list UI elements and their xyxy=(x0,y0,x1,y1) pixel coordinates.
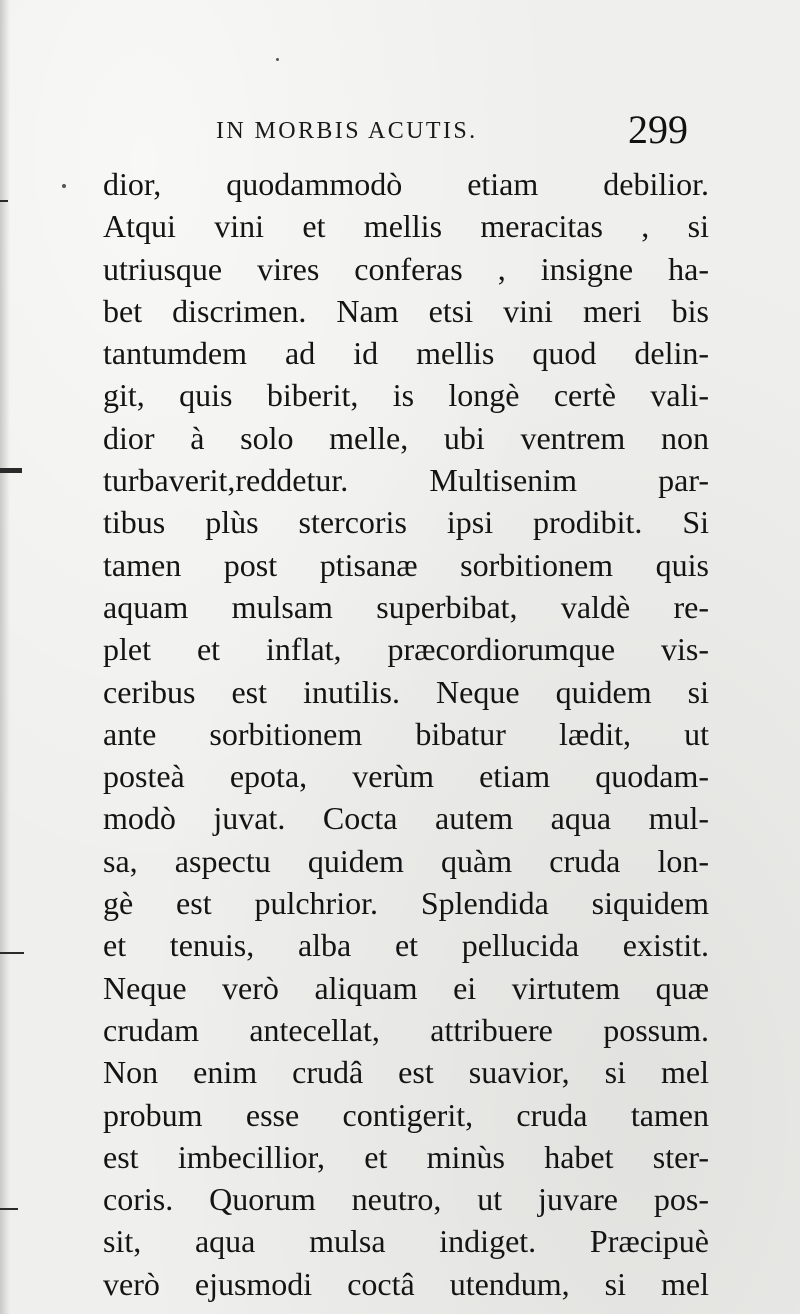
text-line: tantumdem ad id mellis quod delin- xyxy=(103,335,709,372)
text-line: gè est pulchrior. Splendida siquidem xyxy=(103,885,709,922)
text-line: verò ejusmodi coctâ utendum, si mel xyxy=(103,1265,709,1302)
text-line: posteà epota, verùm etiam quodam- xyxy=(103,758,709,795)
margin-speck xyxy=(62,184,66,188)
text-line: plet et inflat, præcordiorumque vis- xyxy=(103,631,709,668)
text-line: crudam antecellat, attribuere possum. xyxy=(103,1011,709,1048)
text-line: modò juvat. Cocta autem aqua mul- xyxy=(103,800,709,837)
text-line: ceribus est inutilis. Neque quidem si xyxy=(103,673,709,710)
margin-mark xyxy=(0,1208,18,1210)
margin-mark xyxy=(0,200,8,202)
text-line: aquam mulsam superbibat, valdè re- xyxy=(103,588,709,625)
text-line: Atqui vini et mellis meracitas , si xyxy=(103,208,709,245)
text-line: sit, aqua mulsa indiget. Præcipuè xyxy=(103,1223,709,1260)
body-text xyxy=(103,163,709,1305)
page-edge-shadow xyxy=(0,0,10,1314)
page-number: 299 xyxy=(628,107,688,152)
margin-mark xyxy=(0,468,22,473)
page-header xyxy=(216,107,716,162)
text-line: est imbecillior, et minùs habet ster- xyxy=(103,1138,709,1175)
running-head: IN MORBIS ACUTIS. xyxy=(216,118,478,144)
margin-speck xyxy=(276,58,279,61)
text-line: tibus plùs stercoris ipsi prodibit. Si xyxy=(103,504,709,541)
text-line: tamen post ptisanæ sorbitionem quis xyxy=(103,546,709,583)
text-line: ante sorbitionem bibatur lædit, ut xyxy=(103,715,709,752)
margin-mark xyxy=(0,952,24,954)
text-line: turbaverit,reddetur. Multisenim par- xyxy=(103,462,709,499)
text-line: dior à solo melle, ubi ventrem non xyxy=(103,419,709,456)
text-line: bet discrimen. Nam etsi vini meri bis xyxy=(103,292,709,329)
text-line: probum esse contigerit, cruda tamen xyxy=(103,1096,709,1133)
text-line: et tenuis, alba et pellucida existit. xyxy=(103,927,709,964)
text-line: sa, aspectu quidem quàm cruda lon- xyxy=(103,842,709,879)
text-line: Neque verò aliquam ei virtutem quæ xyxy=(103,969,709,1006)
text-line: dior, quodammodò etiam debilior. xyxy=(103,166,709,202)
text-line: utriusque vires conferas , insigne ha- xyxy=(103,250,709,287)
text-line: git, quis biberit, is longè certè vali- xyxy=(103,377,709,414)
text-line: Non enim crudâ est suavior, si mel xyxy=(103,1054,709,1091)
text-line: coris. Quorum neutro, ut juvare pos- xyxy=(103,1181,709,1218)
